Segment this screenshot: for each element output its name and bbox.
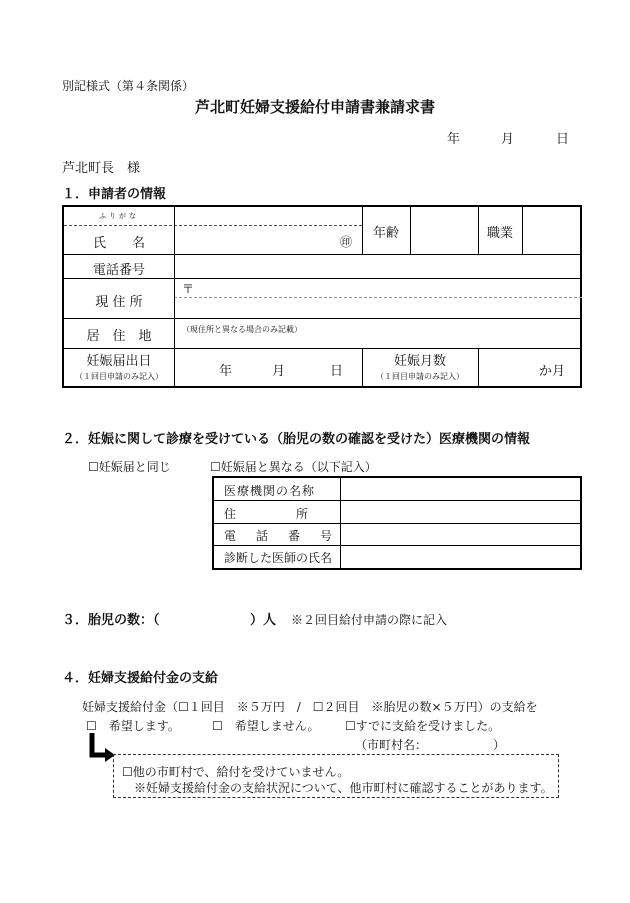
other-municipality-box [113, 754, 559, 798]
option-different-from-notification[interactable]: ☐妊娠届と異なる（以下記入） [210, 460, 377, 474]
address-label: 現 住 所 [95, 295, 143, 310]
addressee: 芦北町長 様 [62, 161, 141, 176]
page-title: 芦北町妊婦支援給付申請書兼請求書 [194, 98, 435, 116]
doctor-name-label: 診断した医師の氏名 [224, 551, 333, 565]
pregnancy-year-label: 年 [219, 364, 233, 379]
date-day-label: 日 [556, 132, 570, 147]
date-month-label: 月 [501, 132, 515, 147]
institution-name-label: 医療機関の名称 [224, 484, 316, 498]
section3-heading: ３．胎児の数：（ [62, 613, 160, 628]
months-unit: か月 [539, 364, 566, 379]
institution-phone-label: 電 話 番 号 [224, 529, 337, 543]
confirmation-note: ※妊婦支援給付金の支給状況について、他市町村に確認することがあります。 [134, 781, 553, 795]
name-label: 氏 名 [92, 236, 145, 251]
pregnancy-day-label: 日 [330, 364, 344, 379]
furigana-label: ふりがな [99, 212, 139, 220]
residence-note: （現住所と異なる場合のみ記載） [182, 325, 302, 334]
occupation-label: 職業 [486, 226, 513, 241]
pregnancy-date-note: （１回目申請のみ記入） [75, 372, 163, 381]
pregnancy-months-label: 妊娠月数 [393, 354, 446, 369]
seal-mark: ㊞ [340, 235, 353, 249]
benefit-line: 妊婦支援給付金（☐１回目 ※５万円 / ☐２回目 ※胎児の数×５万円）の支給を [82, 700, 538, 714]
residence-label: 居 住 地 [86, 329, 152, 344]
option-same-as-notification[interactable]: ☐妊娠届と同じ [88, 460, 171, 474]
pregnancy-date-label: 妊娠届出日 [86, 354, 152, 369]
option-want-payment[interactable]: ☐ 希望します。 [86, 719, 180, 733]
fetus-count-close: ）人 [250, 613, 277, 628]
phone-label: 電話番号 [92, 263, 145, 278]
medical-institution-table [212, 476, 582, 570]
pregnancy-month-label: 月 [272, 364, 286, 379]
age-label: 年齢 [372, 226, 399, 241]
date-year-label: 年 [447, 132, 461, 147]
pregnancy-months-note: （１回目申請のみ記入） [376, 372, 464, 381]
applicant-table [62, 205, 582, 388]
institution-address-label: 住 所 [224, 507, 315, 521]
not-received-elsewhere-checkbox[interactable]: ☐他の市町村で、給付を受けていません。 [122, 765, 350, 779]
section1-heading: １．申請者の情報 [62, 187, 167, 202]
postal-mark: 〒 [182, 282, 195, 296]
section4-heading: ４．妊婦支援給付金の支給 [62, 671, 219, 686]
municipality-name: （市町村名： ） [355, 738, 506, 752]
option-not-want-payment[interactable]: ☐ 希望しません。 [212, 719, 320, 733]
form-reference: 別記様式（第４条関係） [62, 79, 195, 93]
option-already-received[interactable]: ☐すでに支給を受けました。 [345, 719, 501, 733]
section3-note: ※２回目給付申請の際に記入 [291, 613, 448, 627]
section2-heading: ２．妊娠に関して診療を受けている（胎児の数の確認を受けた）医療機関の情報 [62, 432, 531, 447]
